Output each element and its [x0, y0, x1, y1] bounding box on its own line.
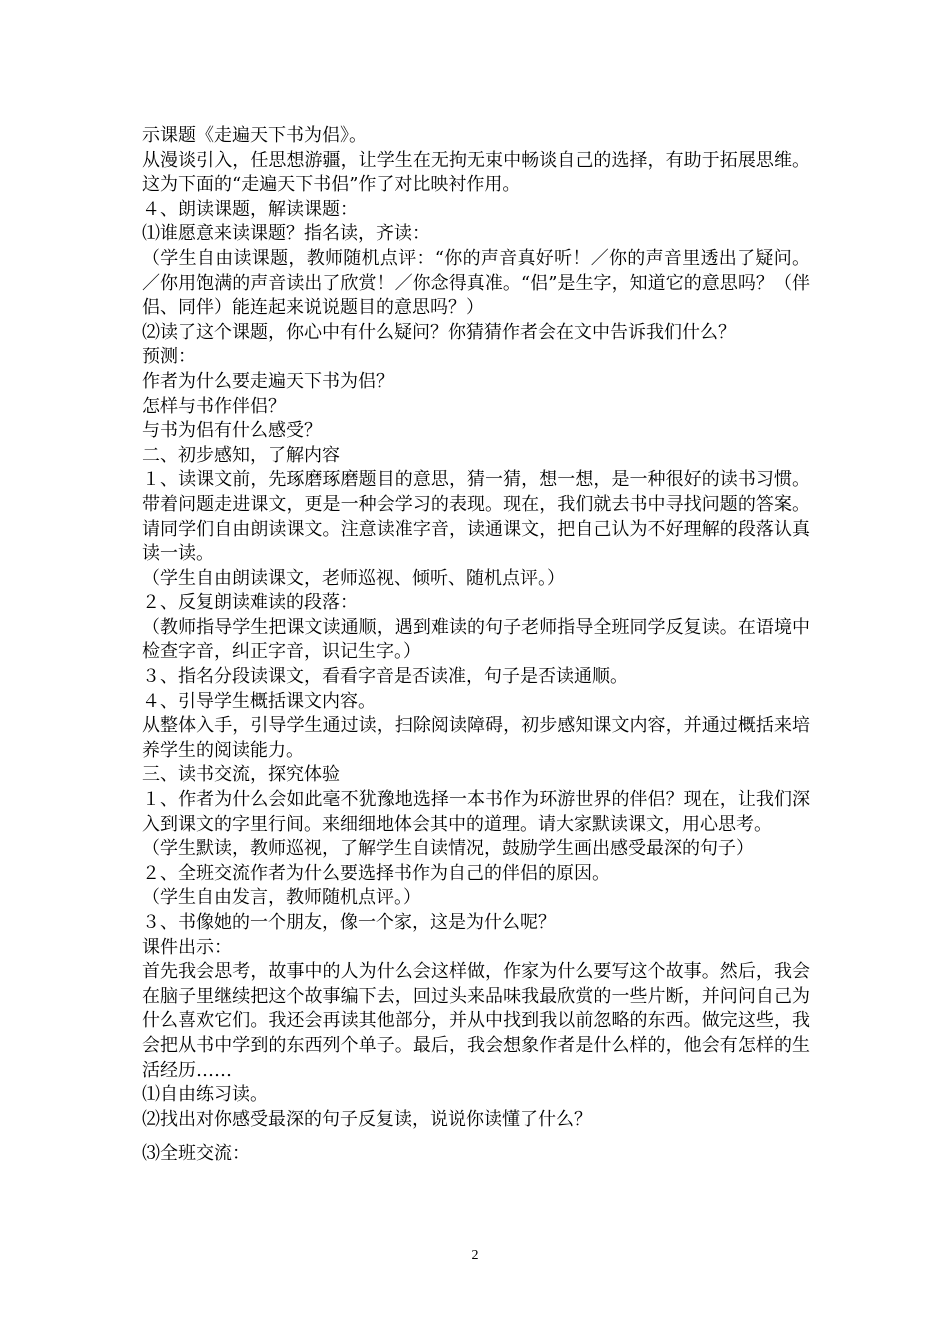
paragraph-17: ４、引导学生概括课文内容。 [142, 690, 376, 712]
paragraph-5: （学生自由读课题，教师随机点评：“你的声音真好听！／你的声音里透出了疑问。／你用饱满的声音读出了欣赏！／你念得真准。“侣”是生字，知道它的意思吗？（伴侣、同伴）能连起来说说题目的意思吗？） [142, 247, 810, 319]
document-body [142, 124, 810, 1167]
paragraph-6: ⑵读了这个课题，你心中有什么疑问？你猜猜作者会在文中告诉我们什么？ [142, 321, 736, 343]
paragraph-23: （学生自由发言，教师随机点评。） [142, 887, 421, 909]
paragraph-13: （学生自由朗读课文，老师巡视、倾听、随机点评。） [142, 567, 565, 589]
paragraph-28: ⑵找出对你感受最深的句子反复读，说说你读懂了什么？ [142, 1108, 592, 1130]
paragraph-2: 从漫谈引入，任思想游疆，让学生在无拘无束中畅谈自己的选择，有助于拓展思维。这为下面的“走遍天下书侣”作了对比映衬作用。 [142, 149, 810, 196]
paragraph-3: ４、朗读课题，解读课题： [142, 198, 358, 220]
paragraph-4: ⑴谁愿意来读课题？指名读，齐读： [142, 223, 430, 245]
paragraph-24: ３、书像她的一个朋友，像一个家，这是为什么呢？ [142, 912, 556, 933]
paragraph-29: ⑶全班交流： [142, 1143, 250, 1165]
paragraph-20: １、作者为什么会如此毫不犹豫地选择一本书作为环游世界的伴侣？现在，让我们深入到课文的字里行间。来细细地体会其中的道理。请大家默读课文，用心思考。 [142, 789, 810, 835]
paragraph-10: 与书为侣有什么感受？ [142, 420, 322, 442]
paragraph-12: １、读课文前，先琢磨琢磨题目的意思，猜一猜，想一想，是一种很好的读书习惯。带着问题走进课文，更是一种会学习的表现。现在，我们就去书中寻找问题的答案。请同学们自由朗读课文。注意读准字音，读通课文，把自己认为不好理解的段落认真读一读。 [142, 469, 810, 565]
paragraph-18: 从整体入手，引导学生通过读，扫除阅读障碍，初步感知课文内容，并通过概括来培养学生的阅读能力。 [142, 715, 810, 761]
paragraph-27: ⑴自由练习读。 [142, 1084, 268, 1106]
page-number: 2 [471, 1248, 479, 1263]
paragraph-21: （学生默读，教师巡视，了解学生自读情况，鼓励学生画出感受最深的句子） [142, 838, 754, 860]
paragraph-14: ２、反复朗读难读的段落： [142, 592, 358, 614]
paragraph-25: 课件出示： [142, 936, 232, 958]
section-heading-2: 二、初步感知，了解内容 [142, 444, 340, 466]
paragraph-7: 预测： [142, 346, 196, 368]
paragraph-16: ３、指名分段读课文，看看字音是否读准，句子是否读通顺。 [142, 666, 628, 688]
paragraph-8: 作者为什么要走遍天下书为侣？ [142, 370, 394, 392]
paragraph-1: 示课题《走遍天下书为侣》。 [142, 125, 367, 146]
paragraph-15: （教师指导学生把课文读通顺，遇到难读的句子老师指导全班同学反复读。在语境中检查字音，纠正字音，识记生字。） [142, 616, 810, 663]
paragraph-22: ２、全班交流作者为什么要选择书作为自己的伴侣的原因。 [142, 862, 610, 884]
section-heading-3: 三、读书交流，探究体验 [142, 764, 340, 786]
paragraph-9: 怎样与书作伴侣？ [142, 395, 286, 417]
paragraph-26: 首先我会思考，故事中的人为什么会这样做，作家为什么要写这个故事。然后，我会在脑子里继续把这个故事编下去，回过头来品味我最欣赏的一些片断，并问问自己为什么喜欢它们。我还会再读其他部分，并从中找到我以前忽略的东西。做完这些，我会把从书中学到的东西列个单子。最后，我会想象作者是什么样的，他会有怎样的生活经历…… [142, 961, 810, 1081]
